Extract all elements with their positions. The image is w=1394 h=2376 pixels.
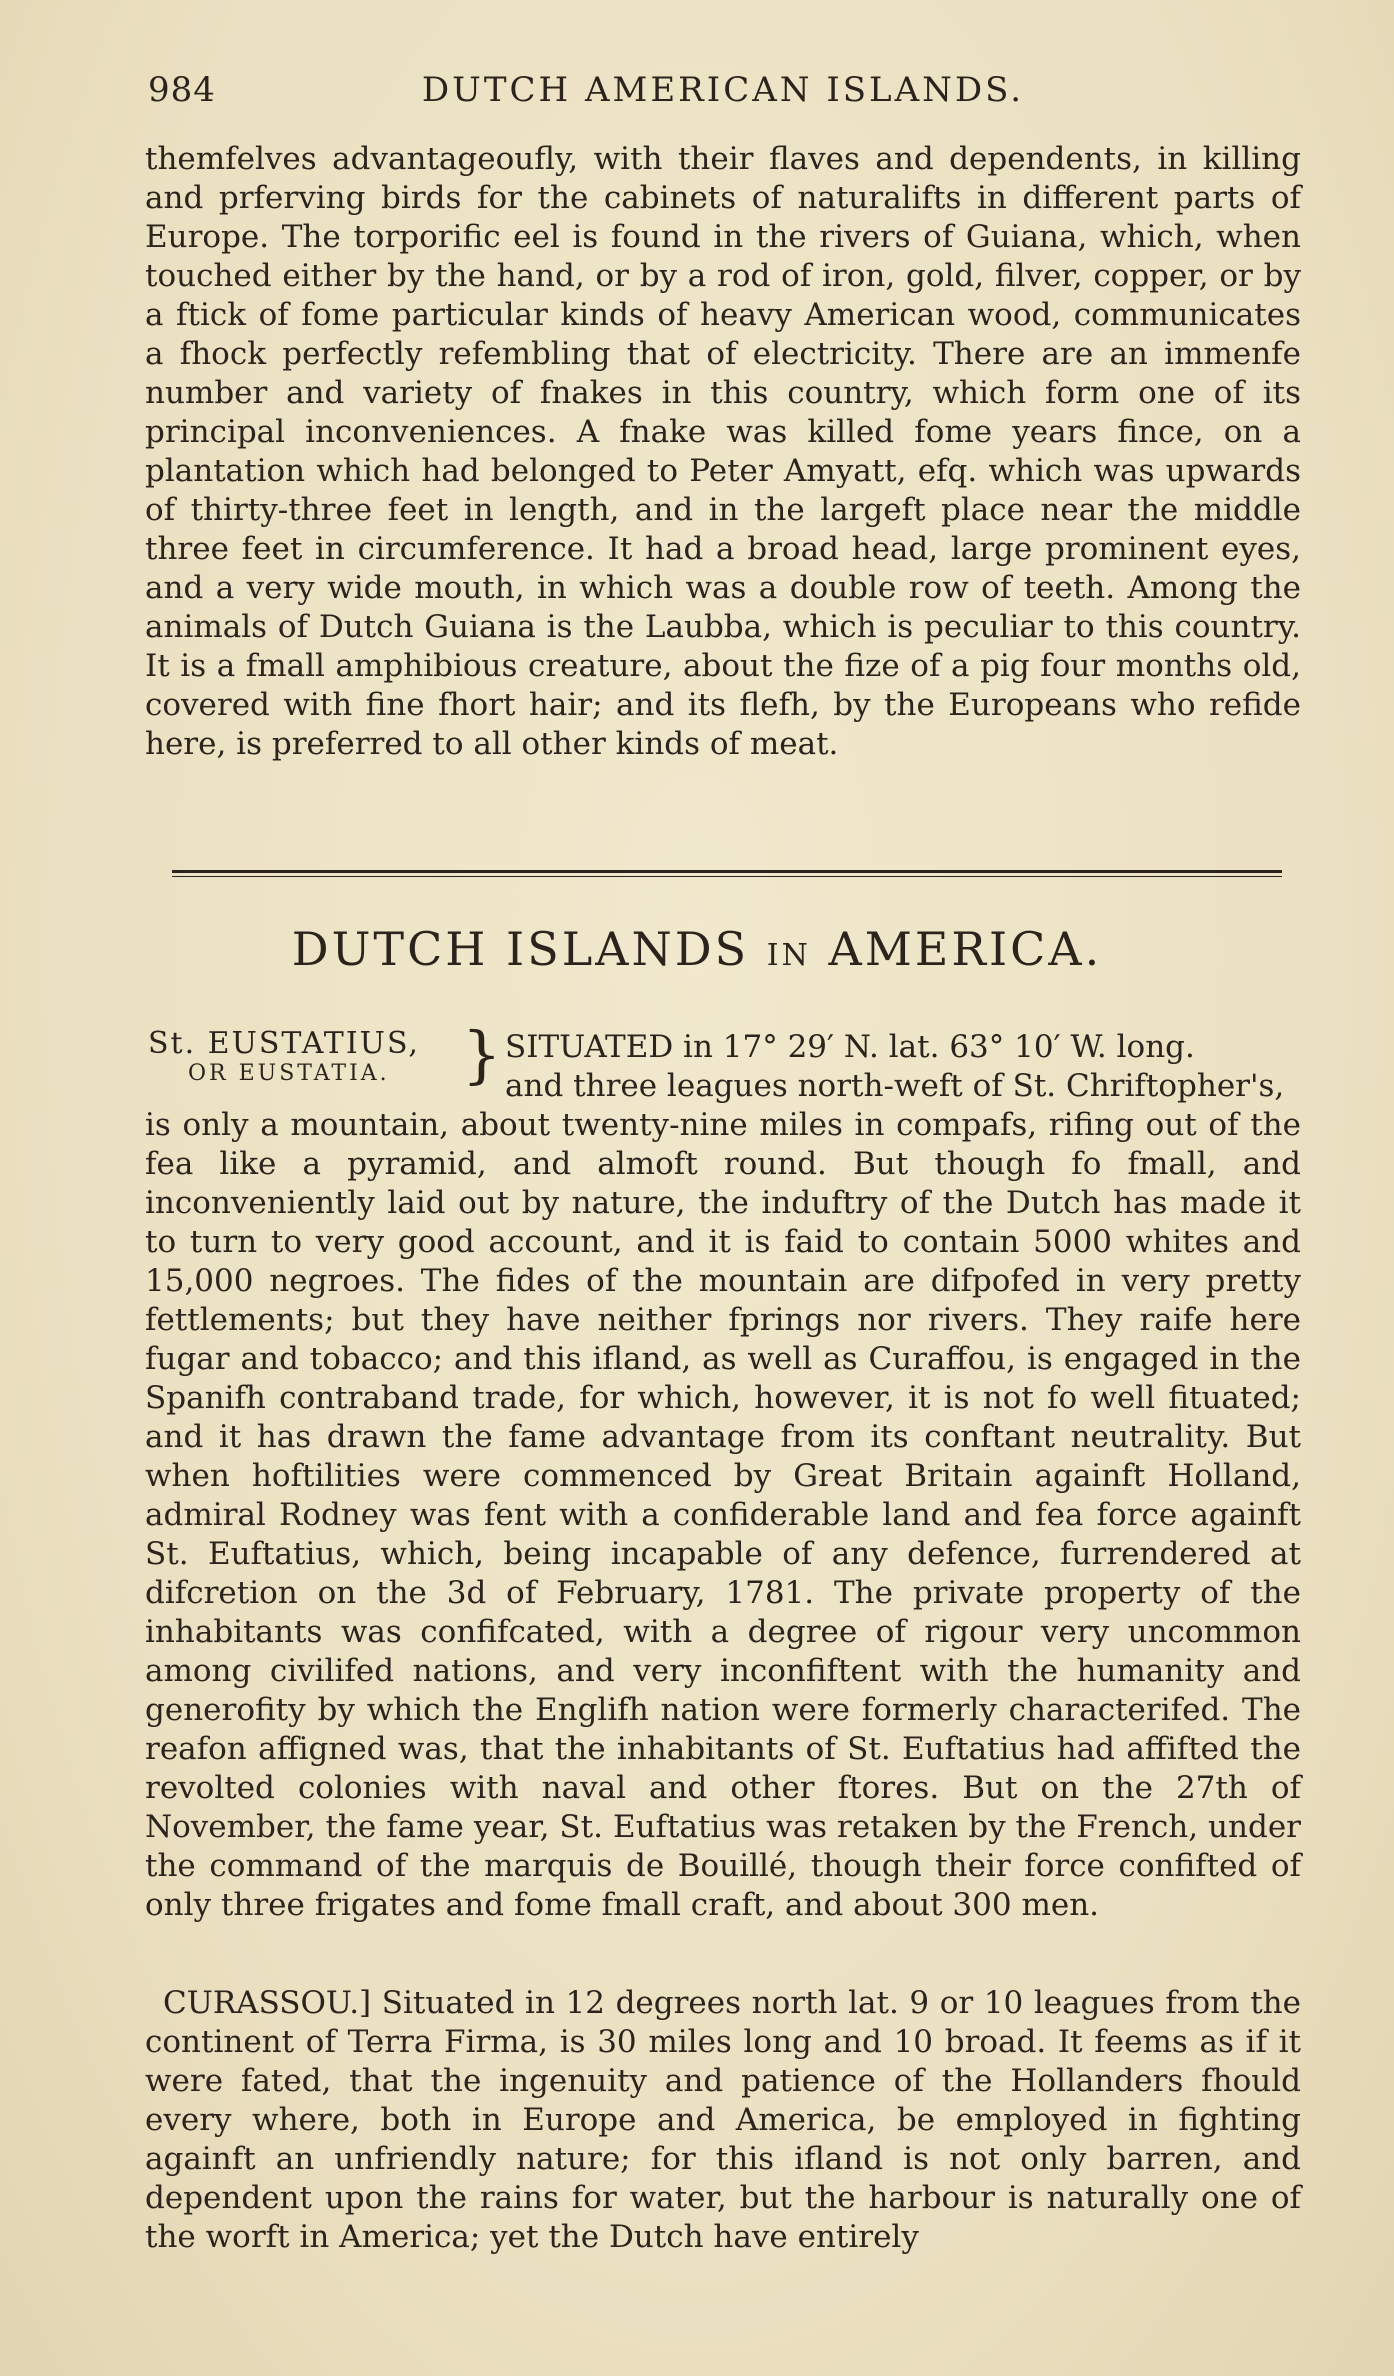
side-head-line2: OR EUSTATIA. xyxy=(188,1061,390,1086)
section-title xyxy=(0,922,1394,976)
section-divider xyxy=(172,870,1282,873)
page-header xyxy=(148,62,1298,122)
section-title-part1: DUTCH ISLANDS xyxy=(291,922,767,976)
side-head-line1: St. EUSTATIUS, xyxy=(148,1026,420,1061)
curassou-paragraph: CURASSOU.] Situated in 12 degrees north lat. 9 or 10 leagues from the continent of Terra Firma, is 30 miles long and 10 broad. It feems as if it were fated, that the ingenuity and patience of the Hollanders fhould every where, both in Europe and America, be employed in fighting againft an unfriendly nature; for this ifland is not only barren, and dependent upon the rains for water, but the harbour is naturally one of the worft in America; yet the Dutch have entirely xyxy=(145,1985,1301,2255)
section-divider-thin xyxy=(172,876,1282,877)
running-title: DUTCH AMERICAN ISLANDS. xyxy=(421,70,1025,110)
eustatius-lead-line1: SITUATED in 17° 29′ N. lat. 63° 10′ W. long. xyxy=(505,1029,1195,1065)
page-number: 984 xyxy=(148,70,216,110)
section-title-part3: AMERICA. xyxy=(810,922,1103,976)
eustatius-side-head xyxy=(148,1026,488,1086)
guiana-paragraph: themfelves advantageoufly, with their flaves and dependents, in killing and prferving birds for the cabinets of naturalifts in different parts of Europe. The torporific eel is found in the rivers of Guiana, which, when touched either by the hand, or by a rod of iron, gold, filver, copper, or by a ftick of fome particular kinds of heavy American wood, communicates a fhock perfectly refembling that of electricity. There are an immenfe number and variety of fnakes in this country, which form one of its principal inconveniences. A fnake was killed fome years fince, on a plantation which had belonged to Peter Amyatt, efq. which was upwards of thirty-three feet in length, and in the largeft place near the middle three feet in circumference. It had a broad head, large prominent eyes, and a very wide mouth, in which was a double row of teeth. Among the animals of Dutch Guiana is the Laubba, which is peculiar to this country. It is a fmall amphibious creature, about the fize of a pig four months old, covered with fine fhort hair; and its flefh, by the Europeans who refide here, is preferred to all other kinds of meat. xyxy=(145,141,1301,762)
brace-icon: } xyxy=(462,1018,502,1091)
eustatius-lead-line2: and three leagues north-weft of St. Chriftopher's, xyxy=(505,1068,1285,1104)
eustatius-paragraph: is only a mountain, about twenty-nine miles in compafs, rifing out of the fea like a pyramid, and almoft round. But though fo fmall, and inconveniently laid out by nature, the induftry of the Dutch has made it to turn to very good account, and it is faid to contain 5000 whites and 15,000 negroes. The fides of the mountain are difpofed in very pretty fettlements; but they have neither fprings nor rivers. They raife here fugar and tobacco; and this ifland, as well as Curaffou, is engaged in the Spanifh contraband trade, for which, however, it is not fo well fituated; and it has drawn the fame advantage from its conftant neutrality. But when hoftilities were commenced by Great Britain againft Holland, admiral Rodney was fent with a confiderable land and fea force againft St. Euftatius, which, being incapable of any defence, furrendered at difcretion on the 3d of February, 1781. The private property of the inhabitants was confifcated, with a degree of rigour very uncommon among civilifed nations, and very inconfiftent with the humanity and generofity by which the Englifh nation were formerly characterifed. The reafon affigned was, that the inhabitants of St. Euftatius had affifted the revolted colonies with naval and other ftores. But on the 27th of November, the fame year, St. Euftatius was retaken by the French, under the command of the marquis de Bouillé, though their force confifted of only three frigates and fome fmall craft, and about 300 men. xyxy=(145,1107,1301,1923)
section-title-part2: IN xyxy=(766,938,811,973)
